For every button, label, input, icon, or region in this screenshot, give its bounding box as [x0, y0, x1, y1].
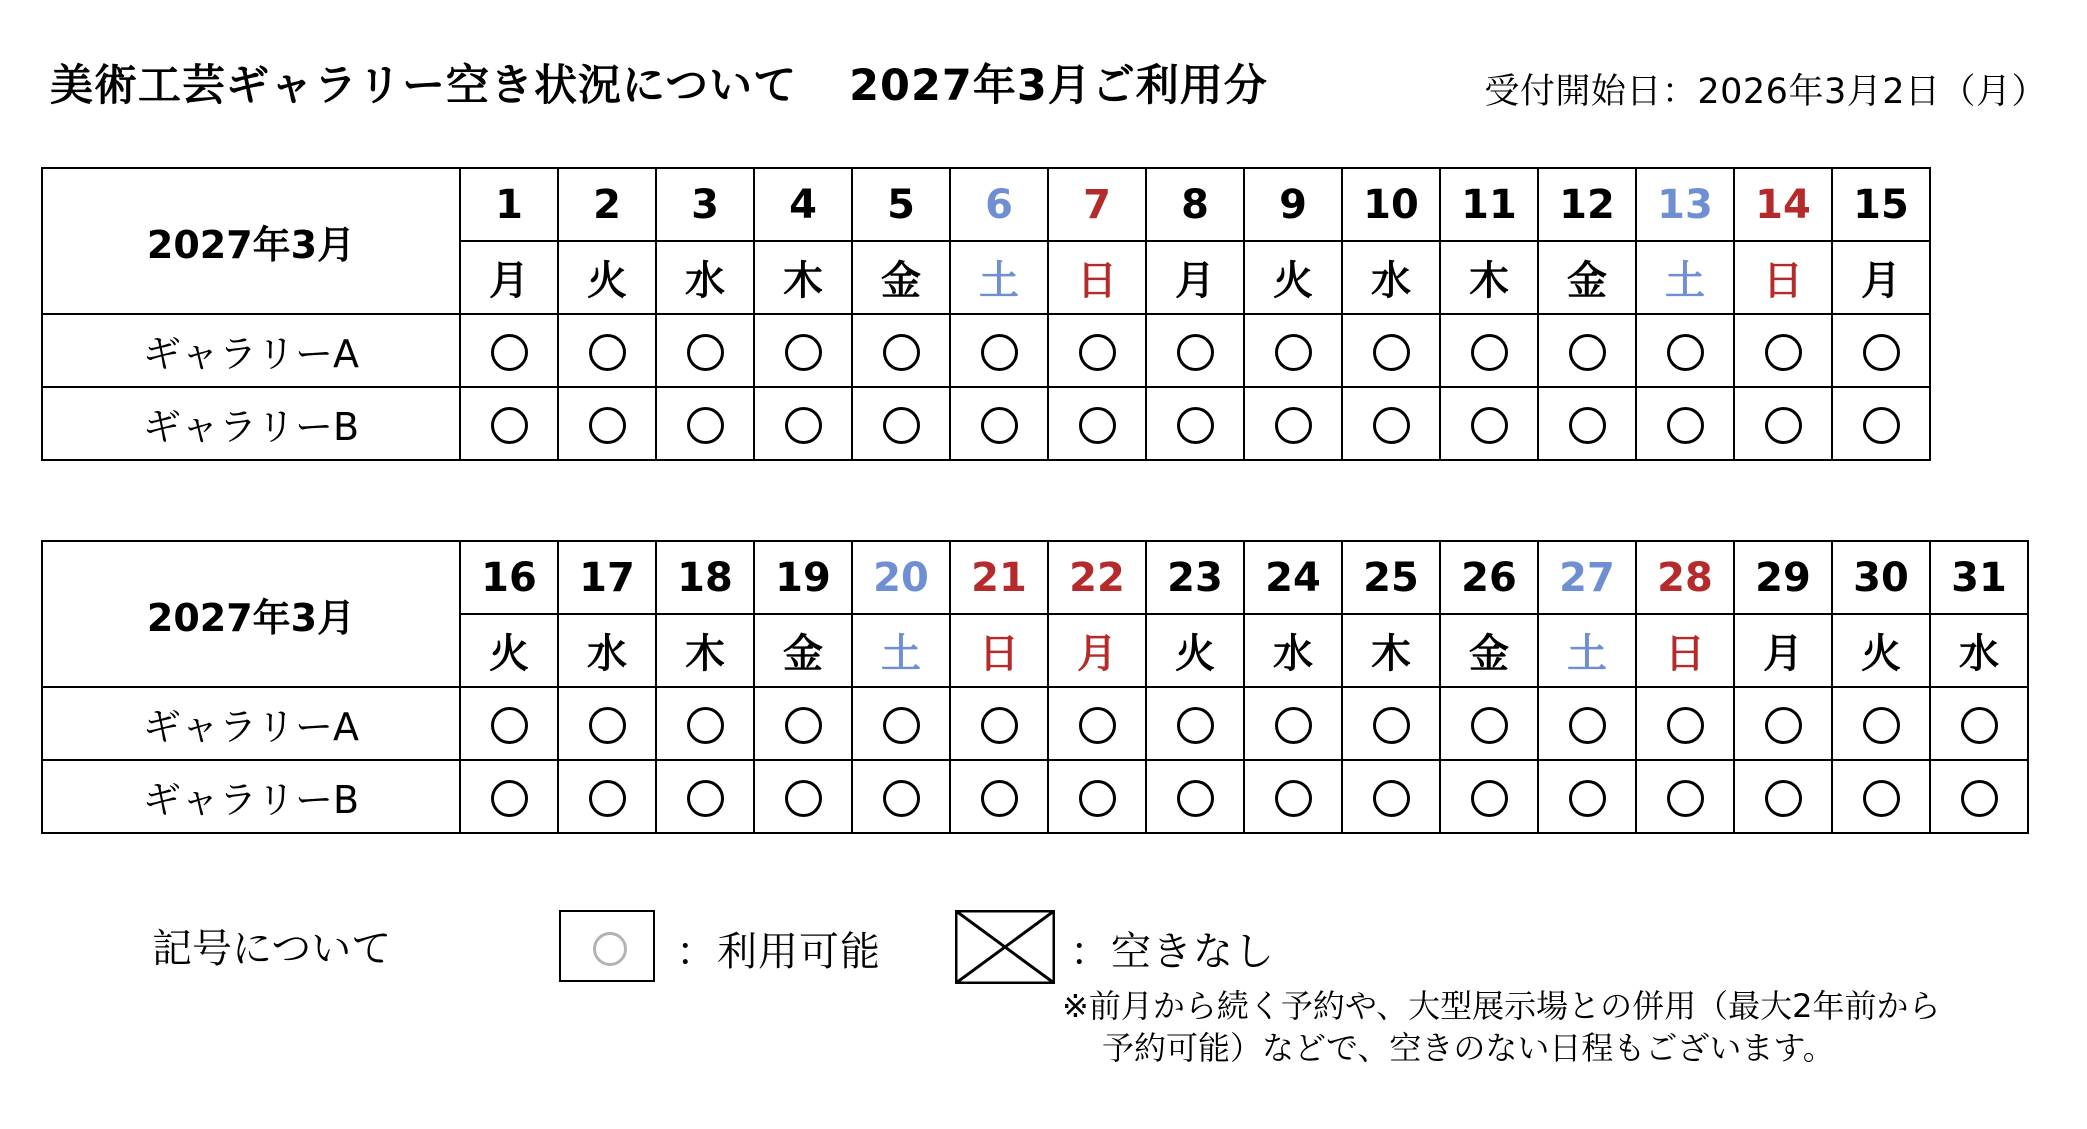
gallery-row-b — [42, 387, 1930, 460]
availability-cell — [1538, 687, 1636, 760]
date-cell: 24 — [1244, 541, 1342, 614]
gallery-label: ギャラリーA — [42, 314, 460, 387]
date-cell: 2 — [558, 168, 656, 241]
gallery-row-a — [42, 687, 2028, 760]
circle-icon — [1471, 707, 1508, 744]
weekday-cell: 木 — [754, 241, 852, 314]
date-cell: 4 — [754, 168, 852, 241]
weekday-cell: 土 — [1636, 241, 1734, 314]
availability-cell — [460, 760, 558, 833]
weekday-cell: 金 — [754, 614, 852, 687]
availability-cell — [754, 760, 852, 833]
cross-box-icon — [955, 910, 1055, 984]
availability-table-1 — [41, 167, 1931, 461]
gallery-row-b — [42, 760, 2028, 833]
availability-cell — [852, 314, 950, 387]
date-cell: 26 — [1440, 541, 1538, 614]
date-cell: 28 — [1636, 541, 1734, 614]
availability-cell — [558, 760, 656, 833]
availability-cell — [1538, 314, 1636, 387]
availability-cell — [1244, 387, 1342, 460]
circle-icon — [589, 780, 626, 817]
circle-icon — [981, 407, 1018, 444]
date-cell: 1 — [460, 168, 558, 241]
circle-icon — [1569, 334, 1606, 371]
weekday-cell: 火 — [460, 614, 558, 687]
circle-icon — [785, 780, 822, 817]
availability-cell — [460, 314, 558, 387]
availability-cell — [852, 687, 950, 760]
availability-cell — [950, 314, 1048, 387]
date-cell: 18 — [656, 541, 754, 614]
date-cell: 16 — [460, 541, 558, 614]
circle-icon — [1569, 407, 1606, 444]
availability-cell — [1048, 760, 1146, 833]
availability-cell — [1832, 687, 1930, 760]
circle-icon — [1863, 407, 1900, 444]
weekday-cell: 木 — [656, 614, 754, 687]
gallery-label: ギャラリーA — [42, 687, 460, 760]
weekday-cell: 火 — [1244, 241, 1342, 314]
weekday-cell: 日 — [1734, 241, 1832, 314]
availability-cell — [1832, 387, 1930, 460]
weekday-cell: 月 — [1048, 614, 1146, 687]
availability-cell — [950, 760, 1048, 833]
weekday-cell: 月 — [1146, 241, 1244, 314]
title-period: 2027年3月ご利用分 — [849, 61, 1268, 111]
circle-icon — [1961, 707, 1998, 744]
circle-icon — [1471, 407, 1508, 444]
availability-cell — [950, 387, 1048, 460]
accept-start-date: 受付開始日：2026年3月2日（月） — [1484, 72, 2047, 112]
circle-icon — [1471, 780, 1508, 817]
date-cell: 3 — [656, 168, 754, 241]
availability-cell — [1538, 387, 1636, 460]
date-cell: 23 — [1146, 541, 1244, 614]
circle-icon — [883, 334, 920, 371]
date-cell: 15 — [1832, 168, 1930, 241]
legend-note — [1062, 985, 1941, 1069]
availability-cell — [1636, 687, 1734, 760]
date-cell: 5 — [852, 168, 950, 241]
circle-icon — [1373, 780, 1410, 817]
availability-cell — [1440, 760, 1538, 833]
gallery-row-a — [42, 314, 1930, 387]
availability-cell — [558, 687, 656, 760]
circle-icon — [1275, 780, 1312, 817]
availability-cell — [1636, 314, 1734, 387]
date-cell: 21 — [950, 541, 1048, 614]
weekday-cell: 木 — [1440, 241, 1538, 314]
date-cell: 31 — [1930, 541, 2028, 614]
date-cell: 8 — [1146, 168, 1244, 241]
availability-cell — [950, 687, 1048, 760]
availability-cell — [656, 760, 754, 833]
circle-icon — [491, 334, 528, 371]
circle-icon — [1373, 334, 1410, 371]
availability-cell — [1048, 314, 1146, 387]
date-cell: 14 — [1734, 168, 1832, 241]
availability-cell — [1734, 687, 1832, 760]
circle-icon — [1569, 780, 1606, 817]
availability-cell — [1734, 387, 1832, 460]
circle-icon — [687, 707, 724, 744]
date-cell: 29 — [1734, 541, 1832, 614]
date-cell: 27 — [1538, 541, 1636, 614]
circle-icon — [883, 780, 920, 817]
date-cell: 30 — [1832, 541, 1930, 614]
circle-icon — [593, 932, 627, 966]
availability-cell — [1734, 760, 1832, 833]
note-line-1: ※前月から続く予約や、大型展示場との併用（最大2年前から — [1062, 987, 1941, 1025]
circle-icon — [687, 407, 724, 444]
circle-icon — [589, 707, 626, 744]
availability-cell — [1146, 314, 1244, 387]
circle-icon — [1275, 334, 1312, 371]
availability-cell — [1244, 687, 1342, 760]
date-cell: 25 — [1342, 541, 1440, 614]
circle-icon — [1373, 407, 1410, 444]
date-cell: 20 — [852, 541, 950, 614]
weekday-cell: 土 — [950, 241, 1048, 314]
availability-cell — [1440, 687, 1538, 760]
availability-cell — [656, 387, 754, 460]
availability-cell — [1146, 387, 1244, 460]
availability-cell — [1930, 760, 2028, 833]
weekday-cell: 土 — [852, 614, 950, 687]
note-line-2: 予約可能）などで、空きのない日程もございます。 — [1102, 1029, 1835, 1067]
circle-icon — [1079, 707, 1116, 744]
weekday-cell: 日 — [950, 614, 1048, 687]
circle-icon — [1765, 334, 1802, 371]
date-cell: 11 — [1440, 168, 1538, 241]
circle-icon — [1667, 780, 1704, 817]
weekday-cell: 水 — [1342, 241, 1440, 314]
date-row — [42, 541, 2028, 614]
month-label: 2027年3月 — [42, 541, 460, 687]
circle-icon — [1177, 707, 1214, 744]
date-row — [42, 168, 1930, 241]
date-cell: 12 — [1538, 168, 1636, 241]
circle-icon — [1863, 780, 1900, 817]
availability-cell — [1930, 687, 2028, 760]
circle-icon — [589, 334, 626, 371]
circle-icon — [1569, 707, 1606, 744]
availability-cell — [558, 314, 656, 387]
date-cell: 22 — [1048, 541, 1146, 614]
availability-cell — [460, 387, 558, 460]
circle-icon — [1961, 780, 1998, 817]
legend-available-label: ：利用可能 — [676, 929, 881, 975]
weekday-cell: 火 — [1832, 614, 1930, 687]
circle-icon — [883, 707, 920, 744]
circle-icon — [1275, 707, 1312, 744]
availability-cell — [1244, 314, 1342, 387]
circle-icon — [1177, 407, 1214, 444]
availability-cell — [1734, 314, 1832, 387]
circle-icon — [1667, 707, 1704, 744]
legend-unavailable-label: ：空きなし — [1070, 929, 1275, 975]
circle-icon — [589, 407, 626, 444]
weekday-cell: 月 — [1832, 241, 1930, 314]
availability-cell — [1048, 387, 1146, 460]
circle-icon — [491, 407, 528, 444]
circle-icon — [785, 407, 822, 444]
circle-icon — [687, 780, 724, 817]
circle-icon — [1765, 407, 1802, 444]
circle-icon — [1373, 707, 1410, 744]
availability-cell — [656, 687, 754, 760]
date-cell: 10 — [1342, 168, 1440, 241]
availability-cell — [1440, 387, 1538, 460]
availability-cell — [852, 387, 950, 460]
circle-icon — [1079, 334, 1116, 371]
gallery-label: ギャラリーB — [42, 387, 460, 460]
weekday-cell: 金 — [852, 241, 950, 314]
availability-cell — [1342, 387, 1440, 460]
legend-available-symbol — [559, 910, 655, 982]
weekday-cell: 月 — [1734, 614, 1832, 687]
date-cell: 7 — [1048, 168, 1146, 241]
availability-cell — [1146, 687, 1244, 760]
circle-icon — [1079, 780, 1116, 817]
circle-icon — [883, 407, 920, 444]
date-cell: 6 — [950, 168, 1048, 241]
circle-icon — [1863, 334, 1900, 371]
availability-cell — [1342, 687, 1440, 760]
circle-icon — [785, 334, 822, 371]
availability-cell — [1832, 760, 1930, 833]
date-cell: 13 — [1636, 168, 1734, 241]
availability-cell — [1146, 760, 1244, 833]
weekday-cell: 水 — [656, 241, 754, 314]
circle-icon — [1177, 780, 1214, 817]
availability-cell — [460, 687, 558, 760]
circle-icon — [1863, 707, 1900, 744]
date-cell: 9 — [1244, 168, 1342, 241]
weekday-cell: 木 — [1342, 614, 1440, 687]
weekday-cell: 火 — [558, 241, 656, 314]
availability-cell — [558, 387, 656, 460]
circle-icon — [491, 780, 528, 817]
weekday-cell: 水 — [558, 614, 656, 687]
circle-icon — [1177, 334, 1214, 371]
weekday-cell: 月 — [460, 241, 558, 314]
availability-cell — [1832, 314, 1930, 387]
circle-icon — [1275, 407, 1312, 444]
availability-table-2 — [41, 540, 2029, 834]
availability-cell — [1538, 760, 1636, 833]
circle-icon — [981, 334, 1018, 371]
circle-icon — [1765, 707, 1802, 744]
circle-icon — [1471, 334, 1508, 371]
title-text: 美術工芸ギャラリー空き状況について — [50, 61, 798, 111]
weekday-cell: 水 — [1930, 614, 2028, 687]
availability-cell — [1244, 760, 1342, 833]
circle-icon — [785, 707, 822, 744]
circle-icon — [981, 707, 1018, 744]
availability-cell — [1342, 314, 1440, 387]
availability-cell — [852, 760, 950, 833]
weekday-cell: 日 — [1048, 241, 1146, 314]
circle-icon — [1079, 407, 1116, 444]
circle-icon — [1765, 780, 1802, 817]
weekday-cell: 火 — [1146, 614, 1244, 687]
availability-cell — [1636, 760, 1734, 833]
date-cell: 17 — [558, 541, 656, 614]
circle-icon — [491, 707, 528, 744]
availability-cell — [1440, 314, 1538, 387]
weekday-cell: 水 — [1244, 614, 1342, 687]
weekday-cell: 金 — [1440, 614, 1538, 687]
legend-title: 記号について — [152, 926, 392, 972]
circle-icon — [1667, 334, 1704, 371]
gallery-label: ギャラリーB — [42, 760, 460, 833]
availability-cell — [1636, 387, 1734, 460]
availability-cell — [1342, 760, 1440, 833]
availability-cell — [754, 687, 852, 760]
availability-cell — [754, 387, 852, 460]
circle-icon — [1667, 407, 1704, 444]
weekday-cell: 日 — [1636, 614, 1734, 687]
month-label: 2027年3月 — [42, 168, 460, 314]
availability-cell — [754, 314, 852, 387]
weekday-cell: 金 — [1538, 241, 1636, 314]
page-title — [50, 52, 1268, 113]
availability-cell — [656, 314, 754, 387]
circle-icon — [687, 334, 724, 371]
weekday-cell: 土 — [1538, 614, 1636, 687]
circle-icon — [981, 780, 1018, 817]
date-cell: 19 — [754, 541, 852, 614]
availability-cell — [1048, 687, 1146, 760]
